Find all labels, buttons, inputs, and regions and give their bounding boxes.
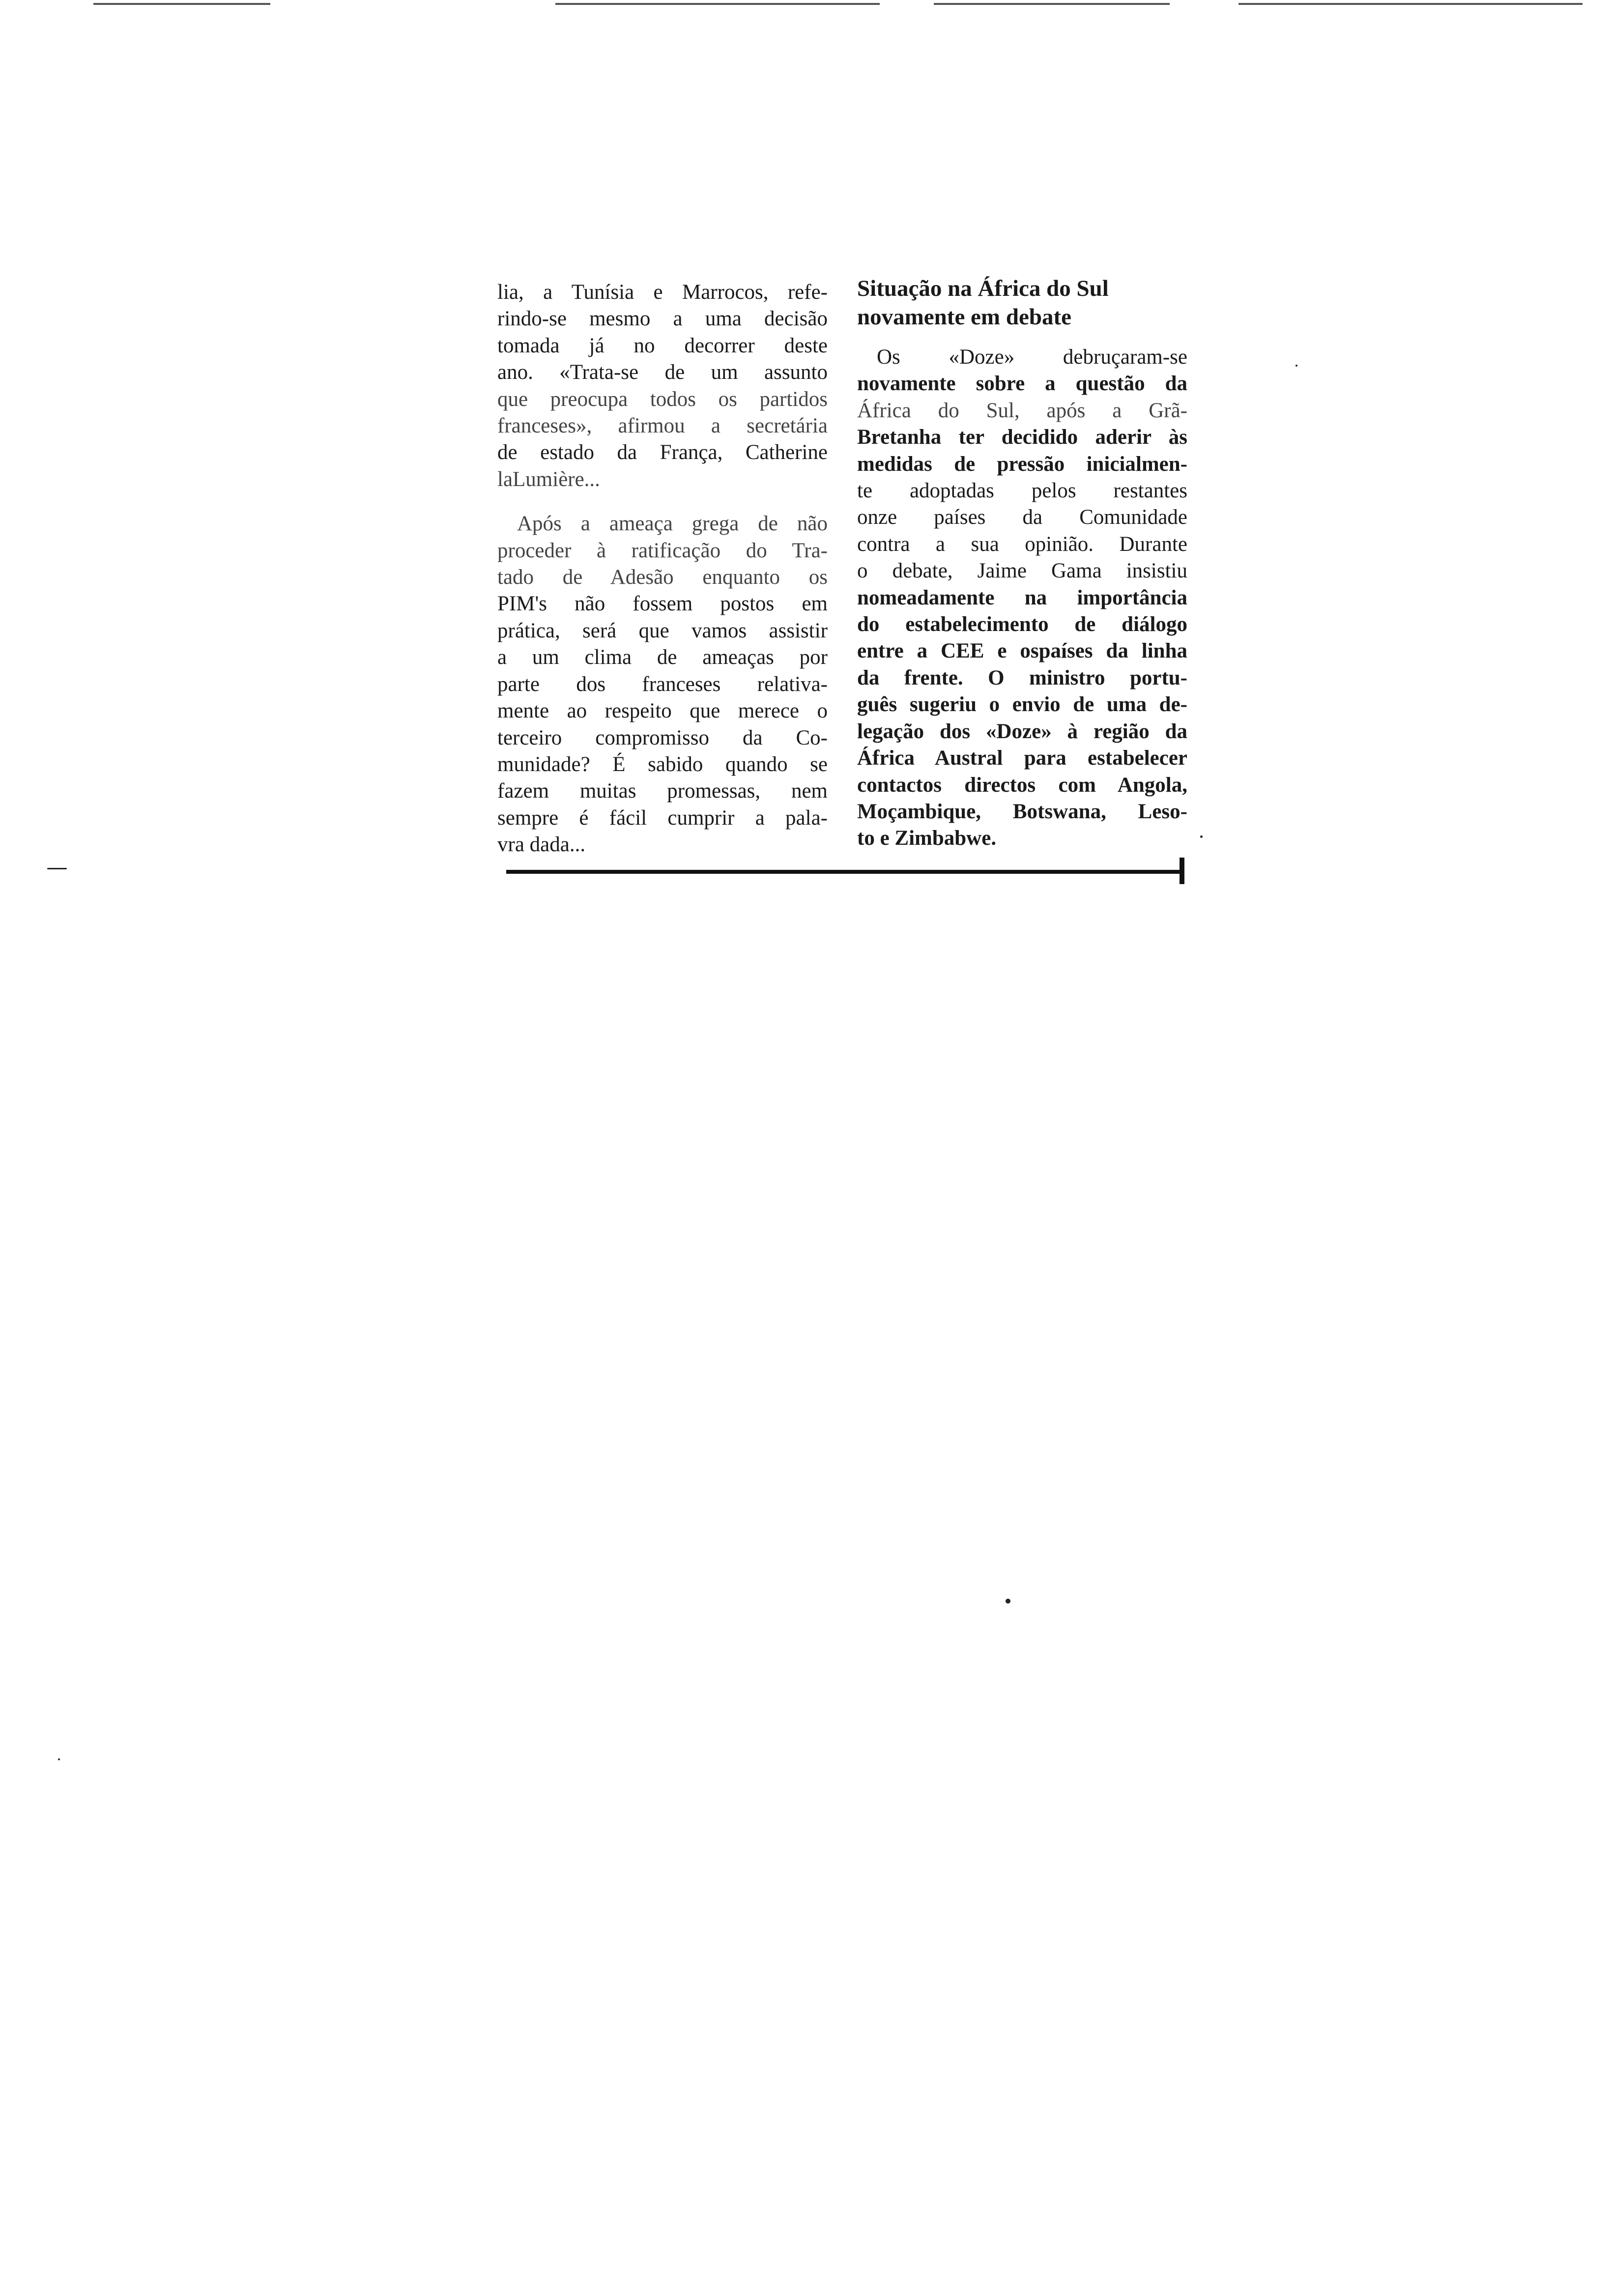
- article-paragraph: [497, 511, 828, 858]
- article-bottom-rule: [506, 870, 1183, 874]
- text-line: de estado da França, Catherine: [497, 441, 828, 464]
- text-line: fazem muitas promessas, nem: [497, 779, 828, 803]
- text-line: que preocupa todos os partidos: [497, 387, 828, 411]
- text-line: mente ao respeito que merece o: [497, 699, 828, 723]
- text-line: Após a ameaça grega de não: [517, 512, 828, 536]
- text-line: guês sugeriu o envio de uma de-: [857, 693, 1187, 717]
- headline-line: Situação na África do Sul: [857, 276, 1109, 301]
- text-line: onze países da Comunidade: [857, 506, 1187, 529]
- scan-edge-line: [555, 3, 880, 5]
- text-line: tomada já no decorrer deste: [497, 334, 828, 357]
- scan-speck: [47, 868, 67, 869]
- text-line: África do Sul, após a Grã-: [857, 399, 1187, 422]
- text-line: da frente. O ministro portu-: [857, 666, 1187, 689]
- text-line: contactos directos com Angola,: [857, 773, 1187, 797]
- article-headline: [857, 274, 1187, 331]
- article-right-column: [857, 274, 1187, 852]
- article-paragraph: [497, 279, 828, 493]
- text-line: legação dos «Doze» à região da: [857, 719, 1187, 743]
- scan-speck: [1200, 835, 1203, 838]
- text-line: contra a sua opinião. Durante: [857, 532, 1187, 556]
- text-line: a um clima de ameaças por: [497, 646, 828, 669]
- text-line: do estabelecimento de diálogo: [857, 613, 1187, 636]
- text-line: PIM's não fossem postos em: [497, 592, 828, 616]
- text-line: to e Zimbabwe.: [857, 827, 997, 850]
- text-line: ano. «Trata-se de um assunto: [497, 361, 828, 384]
- article-left-column: [497, 279, 828, 859]
- text-line: rindo-se mesmo a uma decisão: [497, 307, 828, 331]
- text-line: Bretanha ter decidido aderir às: [857, 426, 1187, 449]
- article-paragraph: [857, 344, 1187, 852]
- text-line: tado de Adesão enquanto os: [497, 566, 828, 589]
- text-line: entre a CEE e ospaíses da linha: [857, 639, 1187, 663]
- text-line: prática, será que vamos assistir: [497, 619, 828, 642]
- text-line: terceiro compromisso da Co-: [497, 726, 828, 749]
- text-line: novamente sobre a questão da: [857, 372, 1187, 396]
- text-line: parte dos franceses relativa-: [497, 672, 828, 696]
- text-line: laLumière...: [497, 467, 600, 491]
- text-line: munidade? É sabido quando se: [497, 752, 828, 776]
- scan-speck: [1006, 1599, 1010, 1604]
- scan-edge-line: [93, 3, 270, 5]
- text-line: sempre é fácil cumprir a pala-: [497, 806, 828, 830]
- text-line: medidas de pressão inicialmen-: [857, 452, 1187, 476]
- scan-speck: [1295, 365, 1297, 367]
- text-line: proceder à ratificação do Tra-: [497, 539, 828, 562]
- scan-speck: [58, 1758, 60, 1760]
- column-end-bracket: [1180, 858, 1184, 884]
- text-line: lia, a Tunísia e Marrocos, refe-: [497, 281, 828, 304]
- text-line: Moçambique, Botswana, Leso-: [857, 800, 1187, 823]
- text-line: África Austral para estabelecer: [857, 746, 1187, 770]
- headline-line: novamente em debate: [857, 304, 1071, 330]
- text-line: nomeadamente na importância: [857, 586, 1187, 609]
- text-line: te adoptadas pelos restantes: [857, 479, 1187, 503]
- scan-edge-line: [1238, 3, 1583, 5]
- text-line: vra dada...: [497, 833, 586, 857]
- scan-edge-line: [934, 3, 1170, 5]
- text-line: Os «Doze» debruçaram-se: [877, 345, 1187, 369]
- text-line: o debate, Jaime Gama insistiu: [857, 559, 1187, 583]
- text-line: franceses», afirmou a secretária: [497, 414, 828, 438]
